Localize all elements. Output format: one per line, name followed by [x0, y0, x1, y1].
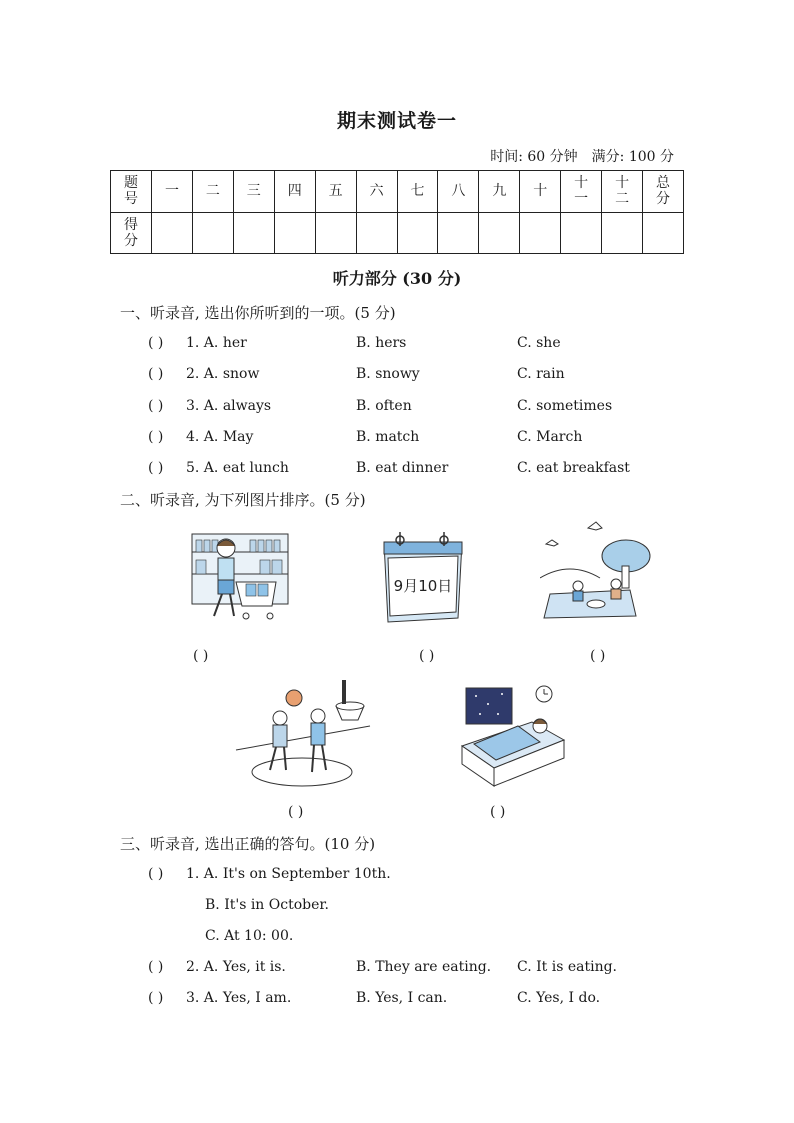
row-label-question-number: 题号 [111, 171, 152, 213]
col-6: 六 [356, 171, 397, 213]
option-a: 4. A. May [186, 429, 254, 445]
answer-paren[interactable]: ( ) [148, 866, 164, 882]
col-2: 二 [192, 171, 233, 213]
col-1: 一 [152, 171, 193, 213]
col-7: 七 [397, 171, 438, 213]
option-c: C. sometimes [517, 398, 613, 414]
option-a: 3. A. Yes, I am. [186, 990, 292, 1006]
option-a: 1. A. It's on September 10th. [186, 866, 391, 882]
option-a: 2. A. Yes, it is. [186, 959, 286, 975]
answer-paren[interactable]: ( ) [148, 398, 164, 414]
option-b: B. eat dinner [356, 460, 449, 476]
listening-section-title: 听力部分 (30 分) [332, 269, 462, 288]
answer-paren[interactable]: ( ) [148, 990, 164, 1006]
score-cell[interactable] [643, 212, 684, 254]
answer-paren[interactable]: ( ) [148, 460, 164, 476]
col-total: 总分 [643, 171, 684, 213]
col-4: 四 [274, 171, 315, 213]
option-b: B. hers [356, 335, 407, 351]
option-a: 2. A. snow [186, 366, 260, 382]
shopping-boy-picture [190, 532, 290, 624]
answer-paren[interactable]: ( ) [148, 429, 164, 445]
score-cell[interactable] [397, 212, 438, 254]
score-cell[interactable] [356, 212, 397, 254]
option-a: 3. A. always [186, 398, 272, 414]
col-10: 十 [520, 171, 561, 213]
sleeping-picture [458, 684, 568, 788]
col-9: 九 [479, 171, 520, 213]
score-cell[interactable] [233, 212, 274, 254]
col-8: 八 [438, 171, 479, 213]
order-blank[interactable]: ( ) [288, 804, 304, 820]
option-c: C. rain [517, 366, 565, 382]
calendar-date-text: 9月10日 [393, 577, 453, 595]
option-c: C. eat breakfast [517, 460, 630, 476]
option-b: B. They are eating. [356, 959, 492, 975]
score-table-header-row [111, 171, 684, 213]
answer-paren[interactable]: ( ) [148, 959, 164, 975]
col-5: 五 [315, 171, 356, 213]
option-c: C. March [517, 429, 583, 445]
calendar-picture [378, 528, 468, 626]
score-cell[interactable] [479, 212, 520, 254]
score-table-score-row [111, 212, 684, 254]
score-cell[interactable] [438, 212, 479, 254]
score-table [110, 170, 684, 254]
option-b: B. match [356, 429, 420, 445]
score-cell[interactable] [152, 212, 193, 254]
exam-meta [476, 146, 674, 166]
option-c: C. It is eating. [517, 959, 617, 975]
time-limit: 时间: 60 分钟 [490, 149, 578, 165]
col-11: 十一 [561, 171, 602, 213]
option-b: B. often [356, 398, 412, 414]
score-cell[interactable] [315, 212, 356, 254]
col-12: 十二 [602, 171, 643, 213]
score-cell[interactable] [520, 212, 561, 254]
col-3: 三 [233, 171, 274, 213]
answer-paren[interactable]: ( ) [148, 335, 164, 351]
option-c: C. she [517, 335, 561, 351]
option-a: 5. A. eat lunch [186, 460, 289, 476]
order-blank[interactable]: ( ) [419, 648, 435, 664]
picnic-picture [540, 520, 652, 620]
basketball-picture [232, 672, 372, 788]
score-cell[interactable] [602, 212, 643, 254]
section3-heading: 三、听录音, 选出正确的答句。(10 分) [120, 835, 376, 853]
option-b: B. snowy [356, 366, 420, 382]
page-title: 期末测试卷一 [336, 110, 457, 132]
option-c: C. At 10: 00. [205, 928, 294, 944]
option-b: B. It's in October. [205, 897, 329, 913]
order-blank[interactable]: ( ) [490, 804, 506, 820]
option-a: 1. A. her [186, 335, 247, 351]
score-cell[interactable] [561, 212, 602, 254]
option-b: B. Yes, I can. [356, 990, 448, 1006]
section2-heading: 二、听录音, 为下列图片排序。(5 分) [120, 491, 366, 509]
answer-paren[interactable]: ( ) [148, 366, 164, 382]
score-cell[interactable] [192, 212, 233, 254]
full-score: 满分: 100 分 [591, 149, 674, 165]
section1-heading: 一、听录音, 选出你所听到的一项。(5 分) [120, 304, 396, 322]
score-cell[interactable] [274, 212, 315, 254]
row-label-score: 得分 [111, 212, 152, 254]
option-c: C. Yes, I do. [517, 990, 601, 1006]
order-blank[interactable]: ( ) [193, 648, 209, 664]
order-blank[interactable]: ( ) [590, 648, 606, 664]
